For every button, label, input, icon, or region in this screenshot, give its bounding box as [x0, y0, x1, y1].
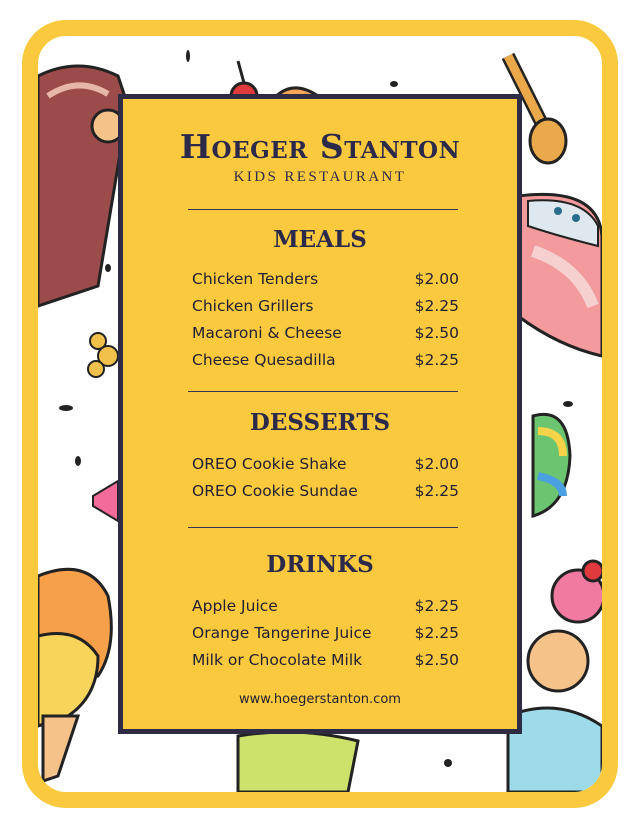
- menu-item: [192, 270, 459, 294]
- menu-item: [192, 351, 459, 375]
- item-price: $2.00: [414, 270, 459, 288]
- item-name: Macaroni & Cheese: [192, 324, 342, 342]
- menu-item: [192, 624, 459, 648]
- divider: [188, 391, 458, 392]
- item-name: Chicken Grillers: [192, 297, 314, 315]
- sundae-doodle: [508, 561, 602, 792]
- item-name: Cheese Quesadilla: [192, 351, 336, 369]
- item-name: Orange Tangerine Juice: [192, 624, 372, 642]
- website-link[interactable]: www.hoegerstanton.com: [239, 692, 401, 707]
- menu-item: [192, 651, 459, 675]
- divider: [188, 209, 458, 210]
- item-price: $2.25: [414, 624, 459, 642]
- menu-item: [192, 324, 459, 348]
- item-price: $2.50: [414, 324, 459, 342]
- item-price: $2.00: [414, 455, 459, 473]
- ice-cream-cone-doodle: [38, 66, 128, 306]
- menu-item: [192, 455, 459, 479]
- pink-bow-doodle: [93, 481, 118, 521]
- pink-cup-doodle: [518, 194, 602, 356]
- item-price: $2.25: [414, 297, 459, 315]
- restaurant-name: Hoeger Stanton: [179, 127, 461, 166]
- section-title-meals: MEALS: [273, 226, 367, 253]
- item-name: Milk or Chocolate Milk: [192, 651, 363, 669]
- item-price: $2.25: [414, 482, 459, 500]
- menu-item: [192, 597, 459, 621]
- item-price: $2.50: [414, 651, 459, 669]
- restaurant-subtitle: KIDS RESTAURANT: [233, 169, 407, 185]
- item-price: $2.25: [414, 351, 459, 369]
- section-title-desserts: DESSERTS: [249, 409, 391, 436]
- item-price: $2.25: [414, 597, 459, 615]
- section-title-drinks: DRINKS: [266, 551, 374, 578]
- menu-card: [118, 94, 522, 734]
- item-name: OREO Cookie Sundae: [192, 482, 358, 500]
- divider: [188, 527, 458, 528]
- item-name: Chicken Tenders: [192, 270, 319, 288]
- item-name: OREO Cookie Shake: [192, 455, 347, 473]
- rainbow-cone-doodle: [533, 414, 570, 516]
- menu-item: [192, 297, 459, 321]
- item-name: Apple Juice: [192, 597, 278, 615]
- flower-doodle: [88, 333, 118, 377]
- menu-item: [192, 482, 459, 506]
- bottom-left-ice-cream-doodle: [38, 569, 111, 781]
- popsicle-doodle: [238, 732, 358, 792]
